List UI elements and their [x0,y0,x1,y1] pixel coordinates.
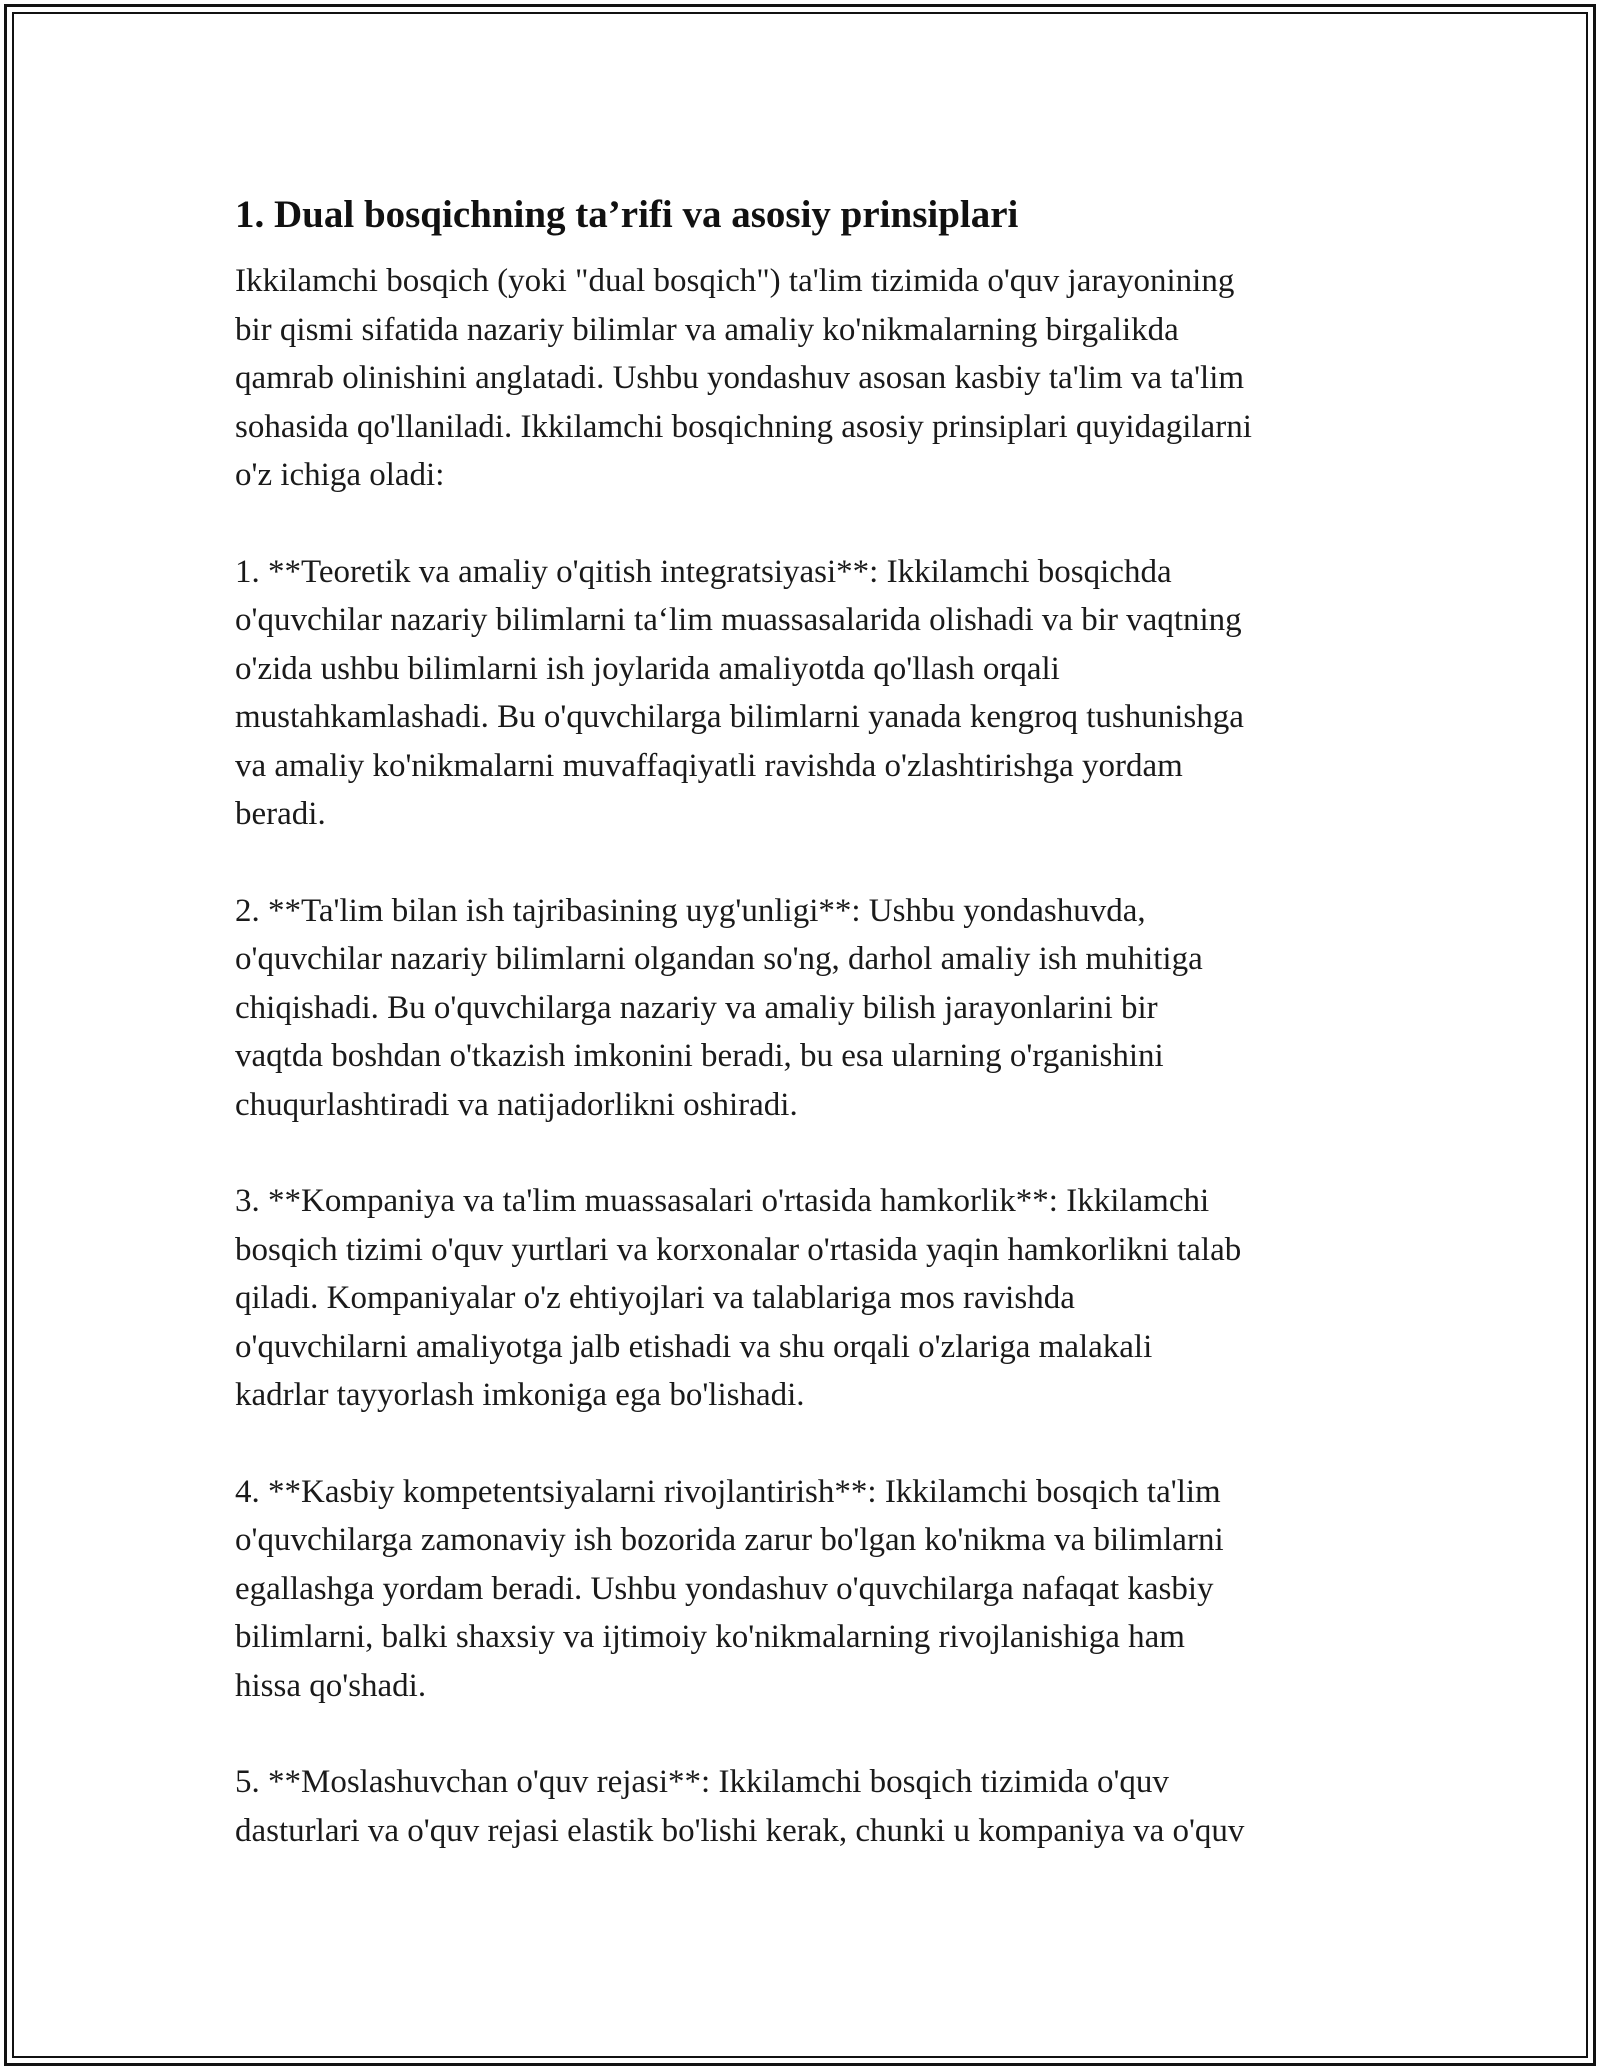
text-line: bilimlarni, balki shaxsiy va ijtimoiy ko'nikmalarning rivojlanishiga ham [235,1619,1185,1655]
text-line: o'quvchilarga zamonaviy ish bozorida zarur bo'lgan ko'nikma va bilimlarni [235,1522,1224,1558]
principle-paragraph-3 [235,1177,1385,1420]
text-line: bir qismi sifatida nazariy bilimlar va amaliy ko'nikmalarning birgalikda [235,311,1179,348]
text-line: 5. **Moslashuvchan o'quv rejasi**: Ikkilamchi bosqich tizimida o'quv [235,1764,1169,1800]
text-line: o'zida ushbu bilimlarni ish joylarida amaliyotda qo'llash orqali [235,650,1060,687]
principle-paragraph-2 [235,887,1385,1130]
text-line: bosqich tizimi o'quv yurtlari va korxonalar o'rtasida yaqin hamkorlikni talab [235,1231,1242,1268]
text-line: sohasida qo'llaniladi. Ikkilamchi bosqichning asosiy prinsiplari quyidagilarni [235,408,1252,445]
text-line: 2. **Ta'lim bilan ish tajribasining uyg'unligi**: Ushbu yondashuvda, [235,892,1146,929]
text-line: Ikkilamchi bosqich (yoki "dual bosqich") ta'lim tizimida o'quv jarayonining [235,263,1235,299]
text-line: o'z ichiga oladi: [235,457,445,493]
text-line: 3. **Kompaniya va ta'lim muassasalari o'rtasida hamkorlik**: Ikkilamchi [235,1183,1210,1219]
text-line: kadrlar tayyorlash imkoniga ega bo'lishadi. [235,1377,805,1413]
text-line: qiladi. Kompaniyalar o'z ehtiyojlari va talablariga mos ravishda [235,1280,1075,1316]
text-line: chuqurlashtiradi va natijadorlikni oshiradi. [235,1086,798,1123]
text-line: 4. **Kasbiy kompetentsiyalarni rivojlantirish**: Ikkilamchi bosqich ta'lim [235,1473,1221,1510]
principle-paragraph-5 [235,1758,1385,1855]
text-line: egallashga yordam beradi. Ushbu yondashuv o'quvchilarga nafaqat kasbiy [235,1570,1214,1607]
text-line: o'quvchilar nazariy bilimlarni ta‘lim muassasalarida olishadi va bir vaqtning [235,602,1242,638]
text-line: chiqishadi. Bu o'quvchilarga nazariy va amaliy bilish jarayonlarini bir [235,989,1158,1026]
text-line: o'quvchilarni amaliyotga jalb etishadi va shu orqali o'zlariga malakali [235,1328,1153,1365]
text-line: vaqtda boshdan o'tkazish imkonini beradi, bu esa ularning o'rganishini [235,1038,1164,1074]
text-line: o'quvchilar nazariy bilimlarni olgandan so'ng, darhol amaliy ish muhitiga [235,941,1203,977]
text-line: 1. **Teoretik va amaliy o'qitish integratsiyasi**: Ikkilamchi bosqichda [235,553,1172,590]
text-line: hissa qo'shadi. [235,1667,427,1704]
text-line: qamrab olinishini anglatadi. Ushbu yondashuv asosan kasbiy ta'lim va ta'lim [235,360,1245,396]
principle-paragraph-1 [235,548,1385,839]
document-page [235,185,1385,1903]
principle-paragraph-4 [235,1468,1385,1711]
section-heading: 1. Dual bosqichning ta’rifi va asosiy prinsiplari [235,193,1019,236]
text-line: beradi. [235,796,326,832]
text-line: va amaliy ko'nikmalarni muvaffaqiyatli ravishda o'zlashtirishga yordam [235,747,1183,784]
text-line: dasturlari va o'quv rejasi elastik bo'lishi kerak, chunki u kompaniya va o'quv [235,1812,1245,1849]
intro-paragraph [235,257,1385,500]
text-line: mustahkamlashadi. Bu o'quvchilarga bilimlarni yanada kengroq tushunishga [235,699,1244,735]
